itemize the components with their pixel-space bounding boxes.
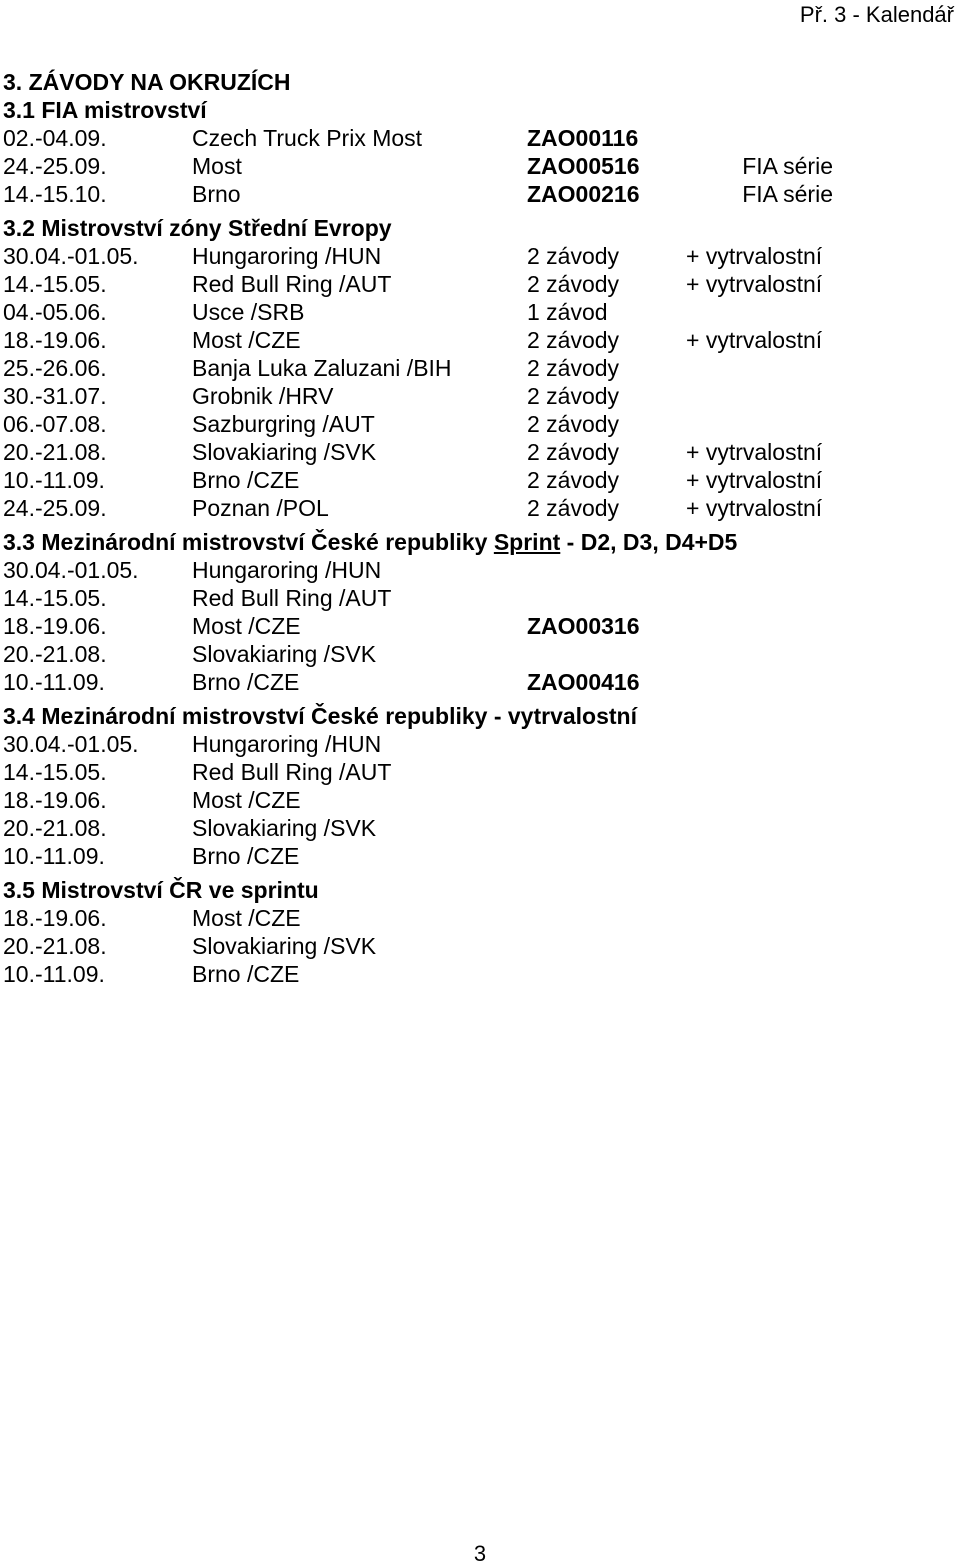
section-central-europe — [3, 214, 943, 522]
event-venue: Red Bull Ring /AUT — [192, 759, 392, 785]
event-date: 20.-21.08. — [3, 933, 107, 959]
event-venue: Banja Luka Zaluzani /BIH — [192, 355, 452, 381]
section-cz-sprint-championship — [3, 876, 943, 988]
list-item — [3, 270, 943, 298]
section-title — [3, 528, 943, 556]
event-date: 25.-26.06. — [3, 355, 107, 381]
event-venue: Brno — [192, 181, 241, 207]
event-date: 06.-07.08. — [3, 411, 107, 437]
list-item — [3, 904, 943, 932]
event-date: 10.-11.09. — [3, 669, 105, 695]
event-venue: Sazburgring /AUT — [192, 411, 375, 437]
event-venue: Red Bull Ring /AUT — [192, 271, 392, 297]
section-title: 3.4 Mezinárodní mistrovství České republiky - vytrvalostní — [3, 703, 637, 729]
event-races: 2 závody — [527, 243, 620, 269]
event-date: 18.-19.06. — [3, 787, 107, 813]
event-date: 18.-19.06. — [3, 905, 107, 931]
event-note: + vytrvalostní — [686, 327, 823, 353]
event-note: FIA série — [742, 181, 833, 207]
event-date: 14.-15.10. — [3, 181, 107, 207]
event-date: 30.04.-01.05. — [3, 557, 139, 583]
list-item — [3, 584, 943, 612]
event-date: 02.-04.09. — [3, 125, 107, 151]
list-item — [3, 814, 943, 842]
list-item — [3, 298, 943, 326]
list-item — [3, 960, 943, 988]
event-code: ZAO00216 — [527, 181, 640, 207]
event-races: 2 závody — [527, 327, 620, 353]
event-date: 04.-05.06. — [3, 299, 107, 325]
section-title: 3.5 Mistrovství ČR ve sprintu — [3, 877, 319, 903]
event-venue: Grobnik /HRV — [192, 383, 334, 409]
event-date: 30.04.-01.05. — [3, 243, 139, 269]
list-item — [3, 410, 943, 438]
event-date: 14.-15.05. — [3, 271, 107, 297]
list-item — [3, 242, 943, 270]
event-venue: Most /CZE — [192, 327, 301, 353]
event-venue: Slovakiaring /SVK — [192, 815, 377, 841]
section-cz-endurance — [3, 702, 943, 870]
list-item — [3, 438, 943, 466]
list-item — [3, 466, 943, 494]
section-title-underlined: Sprint — [493, 529, 561, 555]
section-title: 3.2 Mistrovství zóny Střední Evropy — [3, 215, 392, 241]
event-code: ZAO00416 — [527, 669, 640, 695]
event-races: 1 závod — [527, 299, 608, 325]
event-races: 2 závody — [527, 439, 620, 465]
event-venue: Most — [192, 153, 242, 179]
event-date: 20.-21.08. — [3, 439, 107, 465]
event-venue: Brno /CZE — [192, 467, 300, 493]
page-header: Př. 3 - Kalendář — [799, 2, 954, 27]
event-venue: Hungaroring /HUN — [192, 243, 382, 269]
event-venue: Slovakiaring /SVK — [192, 933, 377, 959]
event-date: 18.-19.06. — [3, 327, 107, 353]
list-item — [3, 382, 943, 410]
event-note: + vytrvalostní — [686, 495, 823, 521]
event-note: + vytrvalostní — [686, 467, 823, 493]
list-item — [3, 326, 943, 354]
section-cz-sprint — [3, 528, 943, 696]
event-races: 2 závody — [527, 271, 620, 297]
event-note: + vytrvalostní — [686, 439, 823, 465]
list-item — [3, 612, 943, 640]
event-venue: Most /CZE — [192, 787, 301, 813]
event-code: ZAO00116 — [527, 125, 639, 151]
event-date: 10.-11.09. — [3, 467, 105, 493]
section-title-prefix: 3.3 Mezinárodní mistrovství České republiky — [3, 529, 494, 555]
event-venue: Usce /SRB — [192, 299, 305, 325]
event-code: ZAO00316 — [527, 613, 640, 639]
event-venue: Brno /CZE — [192, 669, 300, 695]
event-venue: Red Bull Ring /AUT — [192, 585, 392, 611]
list-item — [3, 730, 943, 758]
list-item — [3, 556, 943, 584]
list-item — [3, 932, 943, 960]
event-code: ZAO00516 — [527, 153, 640, 179]
event-date: 10.-11.09. — [3, 961, 105, 987]
event-note: + vytrvalostní — [686, 271, 823, 297]
event-date: 18.-19.06. — [3, 613, 107, 639]
event-date: 10.-11.09. — [3, 843, 105, 869]
page-number: 3 — [473, 1541, 487, 1566]
list-item — [3, 668, 943, 696]
event-races: 2 závody — [527, 495, 620, 521]
event-venue: Hungaroring /HUN — [192, 557, 382, 583]
section-title: 3.1 FIA mistrovství — [3, 97, 207, 123]
event-venue: Most /CZE — [192, 905, 301, 931]
event-venue: Hungaroring /HUN — [192, 731, 382, 757]
event-date: 20.-21.08. — [3, 815, 107, 841]
page-title: 3. ZÁVODY NA OKRUZÍCH — [3, 69, 291, 95]
event-venue: Most /CZE — [192, 613, 301, 639]
document-body — [3, 68, 943, 994]
event-date: 30.04.-01.05. — [3, 731, 139, 757]
event-venue: Slovakiaring /SVK — [192, 641, 377, 667]
event-date: 24.-25.09. — [3, 153, 107, 179]
list-item — [3, 640, 943, 668]
event-races: 2 závody — [527, 411, 620, 437]
list-item — [3, 758, 943, 786]
list-item — [3, 494, 943, 522]
event-venue: Brno /CZE — [192, 961, 300, 987]
event-date: 20.-21.08. — [3, 641, 107, 667]
event-date: 24.-25.09. — [3, 495, 107, 521]
section-fia — [3, 96, 943, 208]
event-races: 2 závody — [527, 383, 620, 409]
event-date: 14.-15.05. — [3, 585, 107, 611]
event-venue: Poznan /POL — [192, 495, 329, 521]
event-races: 2 závody — [527, 467, 620, 493]
section-title-suffix: - D2, D3, D4+D5 — [560, 529, 738, 555]
event-date: 30.-31.07. — [3, 383, 107, 409]
list-item — [3, 354, 943, 382]
event-note: FIA série — [742, 153, 833, 179]
event-venue: Brno /CZE — [192, 843, 300, 869]
list-item — [3, 842, 943, 870]
event-date: 14.-15.05. — [3, 759, 107, 785]
event-races: 2 závody — [527, 355, 620, 381]
list-item — [3, 180, 943, 208]
list-item — [3, 124, 943, 152]
event-venue: Czech Truck Prix Most — [192, 125, 423, 151]
list-item — [3, 152, 943, 180]
event-venue: Slovakiaring /SVK — [192, 439, 377, 465]
event-note: + vytrvalostní — [686, 243, 823, 269]
list-item — [3, 786, 943, 814]
